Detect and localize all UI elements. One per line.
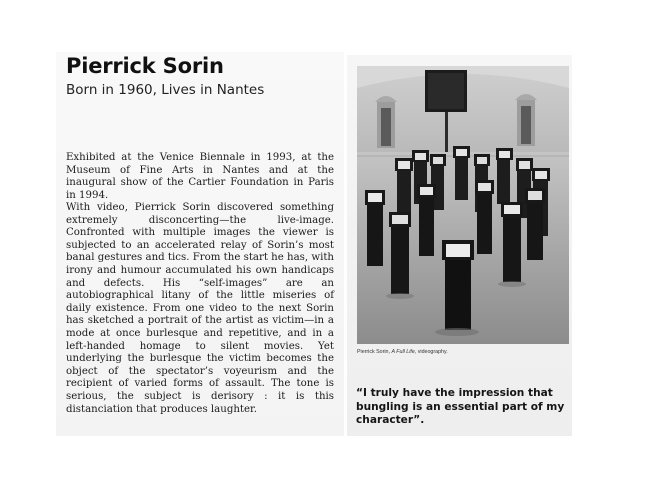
artist-quote: “I truly have the impression that bungling is an essential part of my character”. <box>356 387 565 426</box>
artist-subtitle: Born in 1960, Lives in Nantes <box>66 82 265 98</box>
photo-caption <box>357 349 448 355</box>
left-doorway <box>375 96 397 148</box>
installation-photo-illustration <box>357 66 569 344</box>
artist-name-heading: Pierrick Sorin <box>66 54 224 78</box>
caption-prefix: Pierrick Sorin, <box>357 349 392 355</box>
exhibition-paragraph: Exhibited at the Venice Biennale in 1993, at the Museum of Fine Arts in Nantes and at the inaugural show of the Cartier Foundation in Paris in 1994. <box>66 152 334 201</box>
description-paragraph: With video, Pierrick Sorin discovered something extremely disconcerting—the live-image. Confronted with multiple images the viewer is subjected to an accelerated relay of Sorin’s most banal gestures and tics. From the start he has, with irony and humour accumulated his own handicaps and defects. His “self-images” are an autobiographical litany of the little miseries of daily existence. From one video to the next Sorin has sketched a portrait of the artist as victim—in a mode at once burlesque and repetitive, and in a left-handed homage to silent movies. Yet underlying the burlesque the victim becomes the object of the spectator’s voyeurism and the recipient of varied forms of assault. The tone is serious, the subject is derisory : it is this distanciation that produces laughter. <box>66 202 334 415</box>
caption-suffix: , videography. <box>414 349 448 355</box>
installation-photo <box>357 66 569 344</box>
right-doorway <box>515 94 537 146</box>
front-center-monitor <box>442 240 474 330</box>
caption-work-title: A Full Life <box>391 349 415 355</box>
